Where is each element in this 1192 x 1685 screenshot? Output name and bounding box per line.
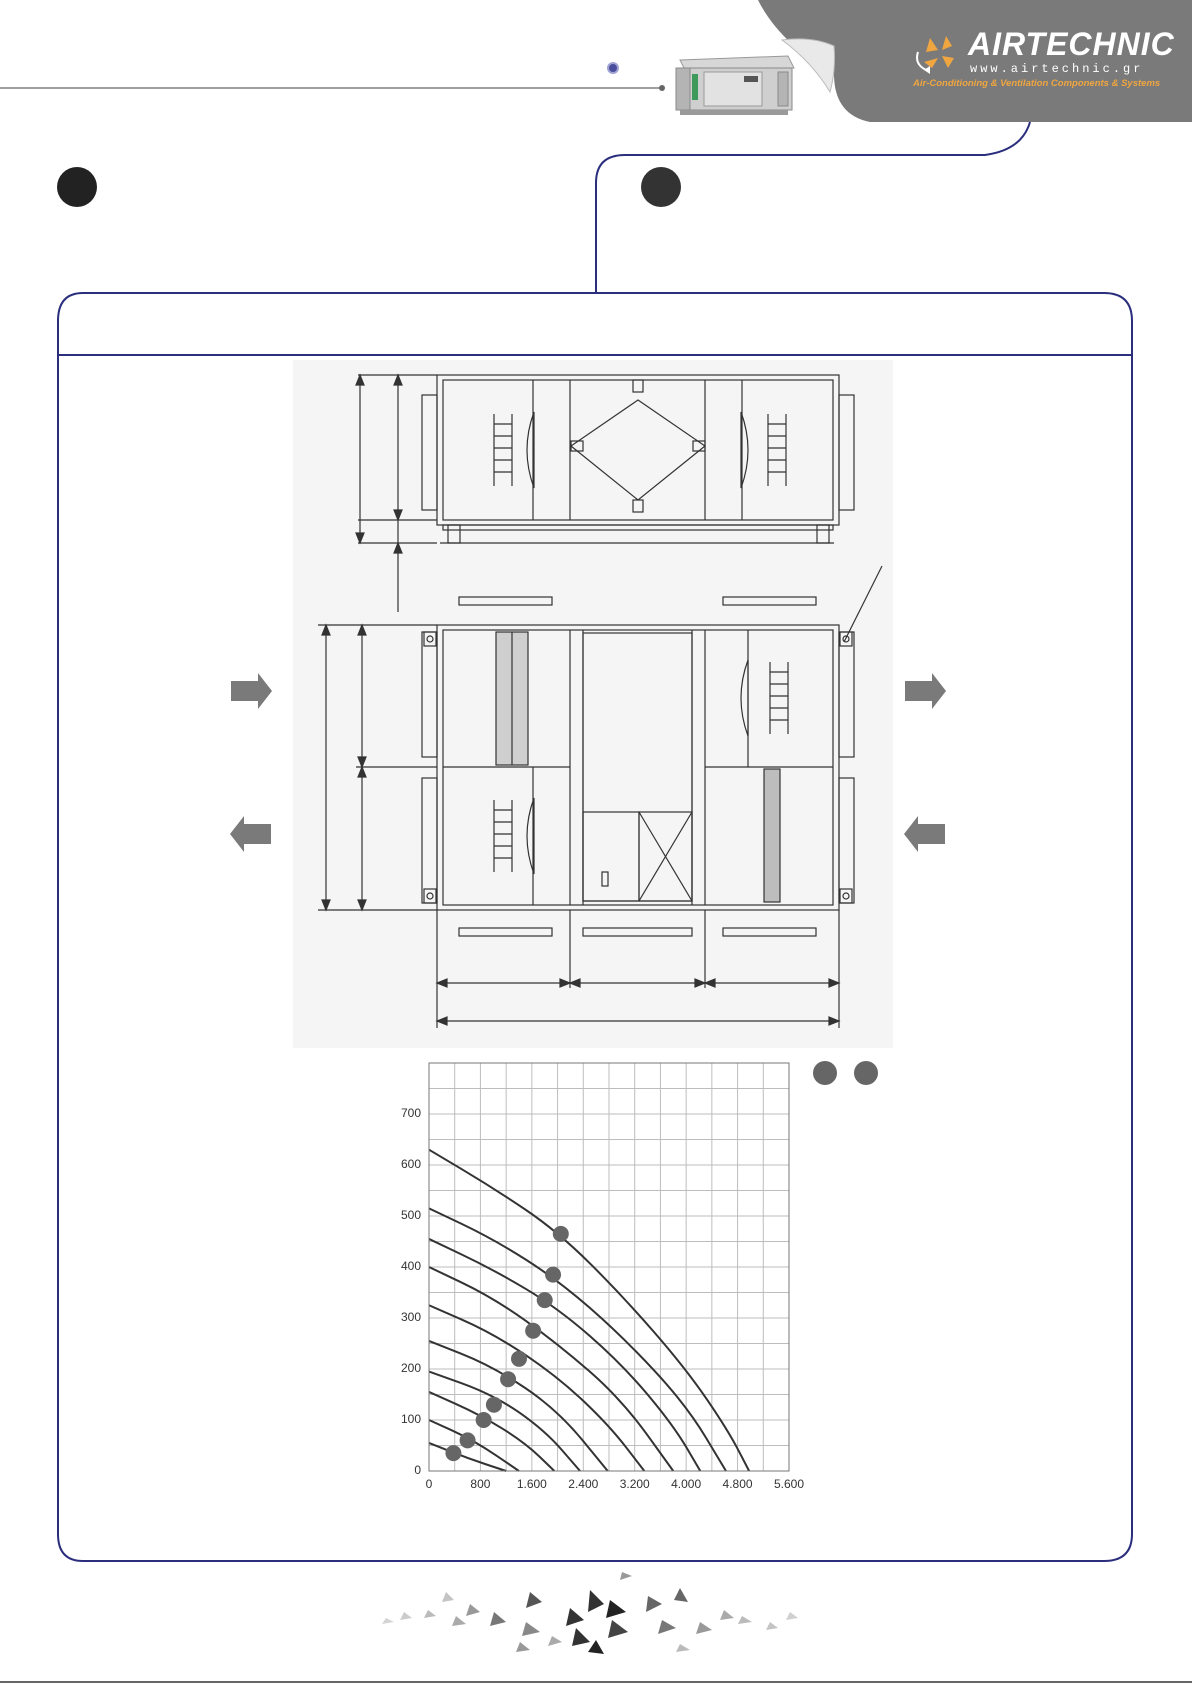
chart-y-tick-label: 700 xyxy=(400,1106,421,1120)
chart-x-tick-label: 2.400 xyxy=(568,1477,599,1491)
chart-x-tick-label: 4.800 xyxy=(722,1477,753,1491)
chart-point-3 xyxy=(537,1292,553,1308)
section-marker-right xyxy=(641,167,681,207)
chart-point-7 xyxy=(486,1397,502,1413)
section-marker-left xyxy=(57,167,97,207)
airflow-arrow-return-icon xyxy=(904,816,945,852)
connector-line xyxy=(596,122,1030,293)
chart-x-tick-label: 3.200 xyxy=(619,1477,650,1491)
chart-x-tick-label: 0 xyxy=(425,1477,433,1491)
chart-point-1 xyxy=(553,1226,569,1242)
airflow-arrow-exhaust-icon xyxy=(905,673,946,709)
chart-point-8 xyxy=(476,1412,492,1428)
chart-point-5 xyxy=(511,1351,527,1367)
chart-y-tick-label: 600 xyxy=(400,1157,421,1171)
airflow-arrow-out-icon xyxy=(230,816,271,852)
chart-y-tick-label: 100 xyxy=(400,1412,421,1426)
unit-thumbnail xyxy=(676,56,794,115)
chart-x-tick-label: 4.000 xyxy=(671,1477,702,1491)
chart-legend-marker-1 xyxy=(813,1061,837,1085)
chart-point-2 xyxy=(545,1267,561,1283)
bullet-dot xyxy=(608,63,618,73)
chart-y-tick-label: 400 xyxy=(400,1259,421,1273)
header-rule-end xyxy=(659,85,665,91)
chart-legend-marker-2 xyxy=(854,1061,878,1085)
chart-x-tick-label: 800 xyxy=(470,1477,491,1491)
chart-point-4 xyxy=(525,1323,541,1339)
airflow-arrow-in-icon xyxy=(231,673,272,709)
chart-point-9 xyxy=(460,1432,476,1448)
chart-y-tick-label: 300 xyxy=(400,1310,421,1324)
chart-point-6 xyxy=(500,1371,516,1387)
footer-leaves-decoration xyxy=(382,1572,798,1654)
chart-point-10 xyxy=(445,1445,461,1461)
chart-grid xyxy=(429,1063,789,1471)
chart-y-tick-label: 0 xyxy=(414,1463,421,1477)
chart-x-tick-label: 1.600 xyxy=(516,1477,547,1491)
chart-curve-2 xyxy=(429,1208,726,1471)
brand-name: AIRTECHNIC xyxy=(968,26,1175,62)
chart-y-tick-label: 500 xyxy=(400,1208,421,1222)
brand-url: www.airtechnic.gr xyxy=(970,62,1144,76)
brand-tagline: Air-Conditioning & Ventilation Components & Systems xyxy=(913,78,1161,89)
chart-y-tick-label: 200 xyxy=(400,1361,421,1375)
chart-x-tick-label: 5.600 xyxy=(773,1477,805,1491)
